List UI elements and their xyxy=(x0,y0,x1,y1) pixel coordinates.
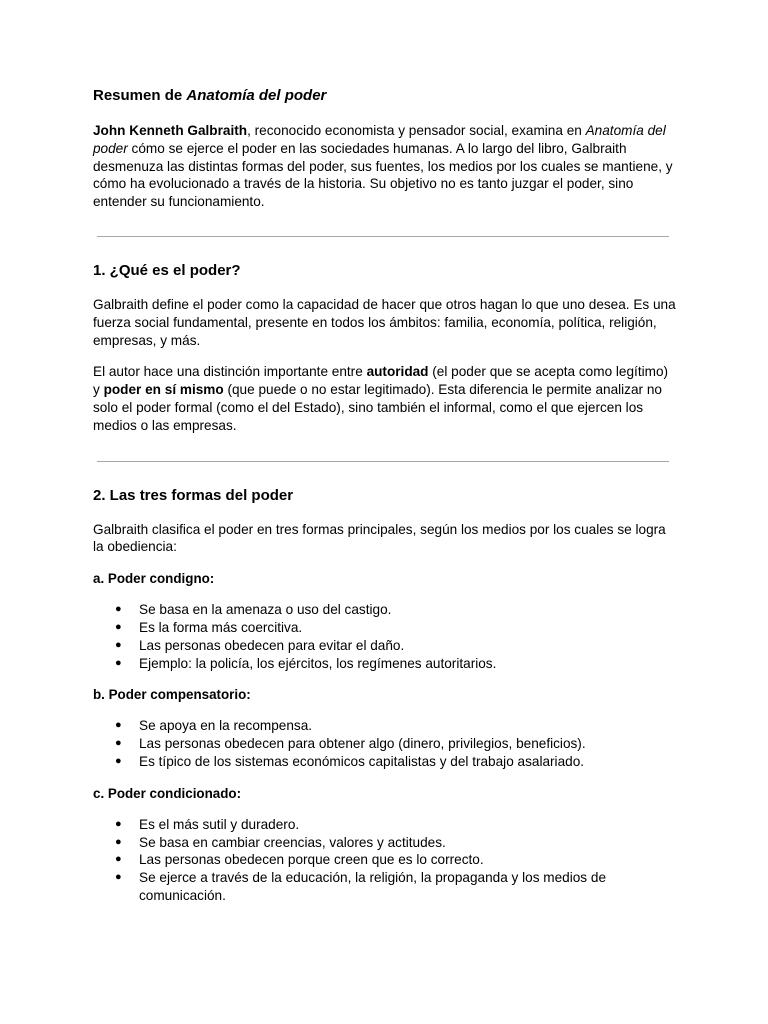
section1-heading: 1. ¿Qué es el poder? xyxy=(93,261,241,279)
intro-paragraph xyxy=(93,122,677,211)
list-item-text: Es el más sutil y duradero. xyxy=(139,816,300,832)
bullet-icon: ● xyxy=(115,620,122,633)
intro-book: Anatomía del poder xyxy=(93,123,666,156)
bullet-icon: ● xyxy=(115,656,122,669)
bullet-icon: ● xyxy=(115,754,122,767)
list-item xyxy=(93,637,677,655)
list-item-text: Se basa en cambiar creencias, valores y actitudes. xyxy=(139,834,446,850)
para2-text-c: (que puede o no estar legitimado). Esta diferencia le permite analizar no solo el poder formal (como el del Estado), sino también el informal, como el que ejercen los medios o las empresas. xyxy=(93,382,662,433)
intro-text-b: cómo se ejerce el poder en las sociedades humanas. A lo largo del libro, Galbraith desmenuza las distintas formas del poder, sus fuentes, los medios por los cuales se mantiene, y cómo ha evolucionado a través de la historia. Su objetivo no es tanto juzgar el poder, sino entender su funcionamiento. xyxy=(93,140,673,210)
list-item xyxy=(93,816,677,834)
bullet-icon: ● xyxy=(115,835,122,848)
section2-intro: Galbraith clasifica el poder en tres formas principales, según los medios por los cuales se logra la obediencia: xyxy=(93,521,666,555)
section-divider xyxy=(97,461,669,462)
section2-heading: 2. Las tres formas del poder xyxy=(93,486,294,504)
list-item xyxy=(93,834,677,852)
document-title xyxy=(93,84,677,108)
form-b-label: b. Poder compensatorio: xyxy=(93,687,251,703)
para2-bold-poder: poder en sí mismo xyxy=(103,382,224,398)
list-item xyxy=(93,717,677,735)
intro-text-a: , reconocido economista y pensador social, examina en xyxy=(247,123,586,138)
list-item-text: Ejemplo: la policía, los ejércitos, los regímenes autoritarios. xyxy=(139,655,497,671)
list-item-text: Las personas obedecen para obtener algo (dinero, privilegios, beneficios). xyxy=(139,736,586,752)
list-item-text: Es típico de los sistemas económicos capitalistas y del trabajo asalariado. xyxy=(139,753,585,769)
list-item xyxy=(93,753,677,771)
list-item xyxy=(93,601,677,619)
section-divider xyxy=(97,236,669,237)
form-a-list xyxy=(93,601,677,672)
title-book: Anatomía del poder xyxy=(186,87,327,104)
bullet-icon: ● xyxy=(115,737,122,750)
para2-text-a: El autor hace una distinción importante entre xyxy=(93,364,367,380)
list-item xyxy=(93,869,677,905)
para2-bold-autoridad: autoridad xyxy=(366,364,429,380)
form-b-list xyxy=(93,717,677,770)
list-item xyxy=(93,735,677,753)
bullet-icon: ● xyxy=(115,871,122,884)
list-item xyxy=(93,655,677,673)
bullet-icon: ● xyxy=(115,719,122,732)
form-c-label: c. Poder condicionado: xyxy=(93,785,242,801)
section1-paragraph-1: Galbraith define el poder como la capacidad de hacer que otros hagan lo que uno desea. Es una fuerza social fundamental, presente en todos los ámbitos: familia, economía, política, religión, empresas, y más. xyxy=(93,296,676,348)
bullet-icon: ● xyxy=(115,853,122,866)
form-a-label: a. Poder condigno: xyxy=(93,571,215,587)
list-item-text: Las personas obedecen para evitar el daño. xyxy=(139,637,405,653)
para2-text-b: (el poder que se acepta como legítimo) y xyxy=(93,364,669,398)
title-prefix: Resumen de xyxy=(93,87,187,104)
bullet-icon: ● xyxy=(115,603,122,616)
document-body xyxy=(93,84,677,905)
list-item-text: Es la forma más coercitiva. xyxy=(139,619,303,635)
bullet-icon: ● xyxy=(115,817,122,830)
bullet-icon: ● xyxy=(115,638,122,651)
list-item-text: Se basa en la amenaza o uso del castigo. xyxy=(139,602,392,618)
intro-author: John Kenneth Galbraith xyxy=(93,123,248,138)
section1-paragraph-2 xyxy=(93,363,677,434)
list-item xyxy=(93,851,677,869)
list-item-text: Las personas obedecen porque creen que es lo correcto. xyxy=(139,852,484,868)
list-item-text: Se ejerce a través de la educación, la religión, la propaganda y los medios de comunicación. xyxy=(139,870,607,903)
list-item xyxy=(93,619,677,637)
form-c-list xyxy=(93,816,677,905)
list-item-text: Se apoya en la recompensa. xyxy=(139,718,313,734)
